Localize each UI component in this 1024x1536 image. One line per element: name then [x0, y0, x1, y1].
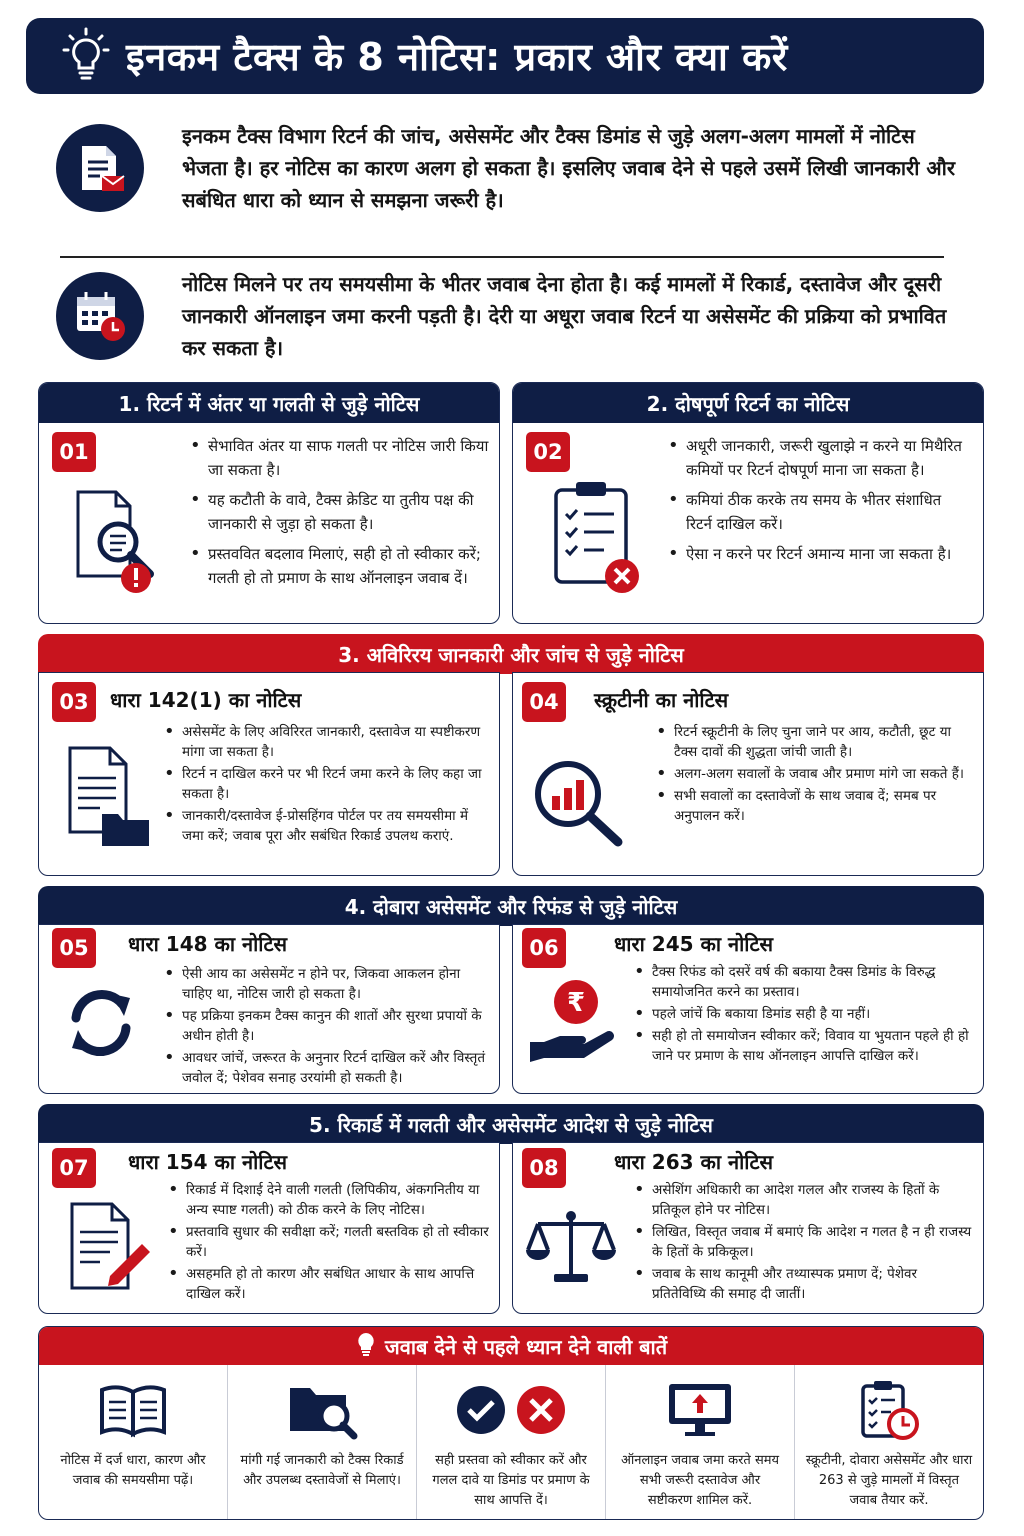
tip-item: [606, 1365, 795, 1519]
check-cross-icon: [455, 1384, 567, 1436]
notice-number-badge: 01: [52, 432, 96, 472]
bullet-item: • टैक्स रिफंड को दसरें वर्ष की बकाया टैक्स डिमांड के विरुद्ध समायोजनित करने का प्रस्ताव।: [634, 962, 974, 1002]
bullet-item: • यह कटौती के वावे, टैक्स क्रेडिट या तुतीय पक्ष की जानकारी से जुड़ा हो सकता है।: [190, 488, 490, 536]
lightbulb-icon: [56, 26, 116, 86]
document-search-alert-icon: [70, 486, 170, 596]
notice-06-bullets: [634, 962, 974, 1068]
notice-03-bullets: [164, 722, 490, 848]
tips-box: [38, 1326, 984, 1520]
tip-text: सही प्रस्तवा को स्वीकार करें और गलल दावे या डिमांड पर प्रमाण के साथ आपत्ति दें।: [432, 1453, 590, 1508]
bullet-item: • ऐसी आय का असेसमेंट न होने पर, जिकवा आकलन होना चाहिए था, नोटिस जारी हो सकता है।: [164, 964, 492, 1004]
document-edit-icon: [66, 1200, 152, 1294]
notice-07-bullets: [168, 1180, 492, 1306]
section-heading-2: 2. दोषपूर्ण रिटर्न का नोटिस: [513, 383, 983, 423]
notice-02-bullets: [668, 434, 968, 572]
monitor-upload-icon: [665, 1380, 735, 1440]
document-folder-icon: [64, 744, 154, 848]
bullet-item: • रिटर्न स्क्रूटीनी के लिए चुना जाने पर आय, कटौती, छूट या टैक्स दावों की शुद्धता जांची जाती है।: [656, 722, 976, 762]
notice-01-bullets: [190, 434, 490, 596]
folder-search-icon: [286, 1380, 358, 1440]
clipboard-clock-icon: [857, 1378, 921, 1442]
open-book-icon: [98, 1382, 168, 1438]
bullet-item: • असेसमेंट के लिए अविरिरत जानकारी, दस्तावेज या स्पष्टीकरण मांगा जा सकता है।: [164, 722, 490, 762]
section-heading-1: 1. रिटर्न में अंतर या गलती से जुड़े नोटिस: [39, 383, 499, 423]
bullet-item: • असेशिंग अधिकारी का आदेश गलल और राजस्य के हितों के प्रतिकूल होने पर नोटिस।: [634, 1180, 974, 1220]
svg-text:₹: ₹: [566, 988, 586, 1018]
notice-04-bullets: [656, 722, 976, 828]
bullet-item: • रिटर्न न दाखिल करने पर भी रिटर्न जमा करने के लिए कहा जा सकता है।: [164, 764, 490, 804]
bullet-item: • आवधर जांचें, जरूरत के अनुनार रिटर्न दाखिल करें और विस्तृतं जवोल दें; पेशेवव सनाह उरयांमी हो सकती है।: [164, 1048, 492, 1088]
document-mail-icon: [56, 124, 144, 212]
notice-title: धारा 245 का नोटिस: [614, 932, 774, 956]
calendar-clock-icon: [56, 272, 144, 360]
notice-number-badge: 06: [522, 928, 566, 968]
intro-text-2: नोटिस मिलने पर तय समयसीमा के भीतर जवाब देना होता है। कई मामलों में रिकार्ड, दस्तावेज और दूसरी जानकारी ऑनलाइन जमा करनी पड़ती है। देरी या अधूरा जवाब रिटर्न या असेसमेंट की प्रक्रिया को प्रभावित कर सकता है।: [182, 272, 947, 360]
title-bar: [26, 18, 984, 94]
tip-item: [39, 1365, 228, 1519]
clipboard-cross-icon: [548, 478, 648, 598]
tip-item: [228, 1365, 417, 1519]
bullet-item: • रिकार्ड में दिशाई देने वाली गलती (लिपिकीय, अंकगनितीय या अन्य स्पाष्ट गलती) को ठीक करने के लिए नोटिस।: [168, 1180, 492, 1220]
bullet-item: • लिखित, विस्तृत जवाब में बमाएं कि आदेश न गलत है न ही राजस्य के हितों के प्रकिकूल।: [634, 1222, 974, 1262]
bullet-item: • जानकारी/दस्तावेज ई-प्रोसहिंगव पोर्टल पर तय समयसीमा में जमा करें; जवाब पूरा और सबंधित रिकार्ड उपलथ कराएं.: [164, 806, 490, 846]
bullet-item: • कमियां ठीक करके तय समय के भीतर संशाधित रिटर्न दाखिल करें।: [668, 488, 968, 536]
notice-title: धारा 154 का नोटिस: [128, 1150, 288, 1174]
scales-of-justice-icon: [526, 1208, 616, 1288]
bullet-item: • सेभावित अंतर या साफ गलती पर नोटिस जारी किया जा सकता है।: [190, 434, 490, 482]
refresh-icon: [64, 986, 138, 1060]
notice-number-badge: 02: [526, 432, 570, 472]
notice-08-bullets: [634, 1180, 974, 1306]
page-title: इनकम टैक्स के 8 नोटिस: प्रकार और क्या करें: [126, 35, 788, 79]
bullet-item: • प्रस्तववित बदलाव मिलाएं, सही हो तो स्वीकार करें; गलती हो तो प्रमाण के साथ ऑनलाइन जवाब दें।: [190, 542, 490, 590]
tip-text: नोटिस में दर्ज धारा, कारण और जवाब की समयसीमा पढ़ें।: [60, 1453, 206, 1488]
bullet-item: • असहमति हो तो कारण और सबंधित आधार के साथ आपत्ति दाखिल करें।: [168, 1264, 492, 1304]
tip-item: [417, 1365, 606, 1519]
tips-heading-text: जवाब देने से पहले ध्यान देने वाली बातें: [384, 1334, 668, 1359]
notice-title: धारा 263 का नोटिस: [614, 1150, 774, 1174]
notice-number-badge: 04: [522, 682, 566, 722]
notice-number-badge: 03: [52, 682, 96, 722]
tip-text: ऑनलाइन जवाब जमा करते समय सभी जरूरी दस्तावेज और सष्टीकरण शामिल करें.: [620, 1453, 780, 1508]
notice-title: धारा 148 का नोटिस: [128, 932, 288, 956]
section-heading-5: 5. रिकार्ड में गलती और असेसमेंट आदेश से जुड़े नोटिस: [38, 1104, 984, 1144]
rupee-hand-icon: [526, 976, 618, 1068]
bullet-item: • अधूरी जानकारी, जरूरी खुलाझे न करने या मिथैरित कमियों पर रिटर्न दोषपूर्ण माना जा सकता है।: [668, 434, 968, 482]
tips-row: [39, 1365, 983, 1519]
notice-title: स्क्रूटीनी का नोटिस: [594, 688, 729, 712]
notice-number-badge: 08: [522, 1148, 566, 1188]
bullet-item: • जवाब के साथ कानूमी और तथ्यास्पक प्रमाण दें; पेशेवर प्रतितेविध्यि की समाह दी जातीं।: [634, 1264, 974, 1304]
notice-05-bullets: [164, 964, 492, 1090]
intro-block-2: [56, 268, 956, 364]
notice-title: धारा 142(1) का नोटिस: [110, 688, 302, 712]
bullet-item: • अलग-अलग सवालों के जवाब और प्रमाण मांगे जा सकते हैं।: [656, 764, 976, 784]
notice-number-badge: 05: [52, 928, 96, 968]
intro-text-1: इनकम टैक्स विभाग रिटर्न की जांच, असेसमेंट और टैक्स डिमांड से जुड़े अलग-अलग मामलों में नोटिस भेजता है। हर नोटिस का कारण अलग हो सकता है। इसलिए जवाब देने से पहले उसमें लिखी जानकारी और सबंधित धारा को ध्यान से समझना जरूरी है।: [182, 124, 956, 212]
bullet-item: • सही हो तो समायोजन स्वीकार करें; विवाव या भुयतान पहले ही हो जाने पर प्रमाण के साथ ऑनलाइन आपत्ति दाखिल करें।: [634, 1026, 974, 1066]
tip-text: स्क्रूटीनी, दोवारा असेसमेंट और धारा 263 से जुड़े मामलों में विस्तृत जवाब तैयार करें.: [805, 1453, 973, 1508]
bullet-item: • पहले जांचें कि बकाया डिमांड सही है या नहीं।: [634, 1004, 974, 1024]
divider: [60, 256, 944, 258]
intro-block-1: [56, 120, 956, 216]
tip-item: [795, 1365, 983, 1519]
lightbulb-icon: [355, 1331, 377, 1362]
bullet-item: • पह प्रक्रिया इनकम टैक्स कानुन की शातों और सुरथा प्रपायों के अधीन होती है।: [164, 1006, 492, 1046]
section-heading-3: 3. अविरिरय जानकारी और जांच से जुड़े नोटिस: [38, 634, 984, 674]
bullet-item: • प्रस्तवावि सुधार की सवीक्षा करें; गलती बस्तविक हो तो स्वीकार करें।: [168, 1222, 492, 1262]
bullet-item: • सभी सवालों का दस्तावेजों के साथ जवाब दें; समब पर अनुपालन करें।: [656, 786, 976, 826]
section-heading-4: 4. दोबारा असेसमेंट और रिफंड से जुड़े नोटिस: [38, 886, 984, 926]
tips-heading: [39, 1327, 983, 1365]
notice-number-badge: 07: [52, 1148, 96, 1188]
tip-text: मांगी गई जानकारी को टैक्स रिकार्ड और उपलब्ध दस्तावेजों से मिलाएं।: [240, 1453, 404, 1488]
bullet-item: • ऐसा न करने पर रिटर्न अमान्य माना जा सकता है।: [668, 542, 968, 566]
magnifier-chart-icon: [530, 756, 630, 848]
